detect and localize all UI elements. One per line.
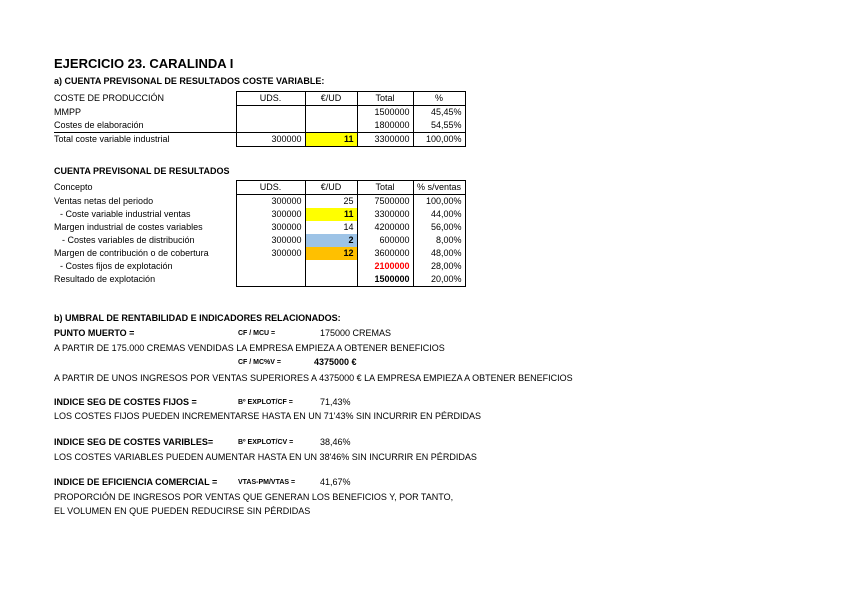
cell-uds xyxy=(236,106,305,120)
cell-eur-ud: 11 xyxy=(305,133,357,147)
cell-total: 2100000 xyxy=(357,260,413,273)
cell-pct: 100,00% xyxy=(413,195,465,209)
header-eur-ud: €/UD xyxy=(305,92,357,106)
cell-pct: 48,00% xyxy=(413,247,465,260)
pm-formula-units: CF / MCU = xyxy=(238,330,276,337)
table-row-total xyxy=(54,133,465,147)
cell-pct: 20,00% xyxy=(413,273,465,287)
table-row-result xyxy=(54,273,465,287)
cell-pct: 54,55% xyxy=(413,119,465,133)
cell-uds xyxy=(236,119,305,133)
cell-uds: 300000 xyxy=(236,208,305,221)
isf-value: 71,43% xyxy=(320,397,351,407)
row-label: Total coste variable industrial xyxy=(54,133,236,147)
cell-uds: 300000 xyxy=(236,221,305,234)
cell-eur-ud: 12 xyxy=(305,247,357,260)
section-b-heading: b) UMBRAL DE RENTABILIDAD E INDICADORES RELACIONADOS: xyxy=(54,313,341,323)
header-concept: Concepto xyxy=(54,182,93,192)
header-eur-ud: €/UD xyxy=(305,181,357,195)
cell-total: 7500000 xyxy=(357,195,413,209)
income-statement-table xyxy=(54,180,466,287)
table-row xyxy=(54,106,465,120)
table-row xyxy=(54,195,465,209)
iec-text-1: PROPORCIÓN DE INGRESOS POR VENTAS QUE GENERAN LOS BENEFICIOS Y, POR TANTO, xyxy=(54,492,454,502)
cell-total: 1500000 xyxy=(357,273,413,287)
cell-pct: 100,00% xyxy=(413,133,465,147)
cell-uds: 300000 xyxy=(236,234,305,247)
cell-eur-ud xyxy=(305,119,357,133)
page-title: EJERCICIO 23. CARALINDA I xyxy=(54,56,234,71)
pm-text-sales: A PARTIR DE UNOS INGRESOS POR VENTAS SUPERIORES A 4375000 € LA EMPRESA EMPIEZA A OBTENER BENEFICIOS xyxy=(54,373,573,383)
punto-muerto-label: PUNTO MUERTO = xyxy=(54,328,135,338)
iec-value: 41,67% xyxy=(320,477,351,487)
cell-total: 3300000 xyxy=(357,133,413,147)
pm-value-sales: 4375000 € xyxy=(314,357,357,367)
cell-pct: 44,00% xyxy=(413,208,465,221)
row-label: - Costes fijos de explotación xyxy=(60,261,173,271)
cell-total: 1800000 xyxy=(357,119,413,133)
cost-production-table xyxy=(54,91,466,147)
cell-pct: 56,00% xyxy=(413,221,465,234)
cell-eur-ud: 25 xyxy=(305,195,357,209)
table-row xyxy=(54,260,465,273)
row-label: Resultado de explotación xyxy=(54,274,156,285)
header-uds: UDS. xyxy=(236,181,305,195)
isv-value: 38,46% xyxy=(320,437,351,447)
section-a-heading: a) CUENTA PREVISONAL DE RESULTADOS COSTE VARIABLE: xyxy=(54,76,325,86)
cell-total: 3600000 xyxy=(357,247,413,260)
isf-text: LOS COSTES FIJOS PUEDEN INCREMENTARSE HASTA EN UN 71'43% SIN INCURRIR EN PÉRDIDAS xyxy=(54,411,481,421)
table-header-row xyxy=(54,181,465,195)
header-uds: UDS. xyxy=(236,92,305,106)
iec-text-2: EL VOLUMEN EN QUE PUEDEN REDUCIRSE SIN PÉRDIDAS xyxy=(54,506,311,516)
cell-uds: 300000 xyxy=(236,195,305,209)
header-total: Total xyxy=(357,92,413,106)
cell-total: 600000 xyxy=(357,234,413,247)
header-pct: % xyxy=(413,92,465,106)
row-label: Ventas netas del periodo xyxy=(54,195,154,206)
isv-label: INDICE SEG DE COSTES VARIBLES= xyxy=(54,437,214,447)
header-concept: COSTE DE PRODUCCIÓN xyxy=(54,93,165,103)
header-total: Total xyxy=(357,181,413,195)
cell-eur-ud: 11 xyxy=(305,208,357,221)
cell-pct: 8,00% xyxy=(413,234,465,247)
cell-eur-ud: 2 xyxy=(305,234,357,247)
cell-eur-ud: 14 xyxy=(305,221,357,234)
row-label: Margen de contribución o de cobertura xyxy=(54,248,209,258)
cuenta-heading: CUENTA PREVISONAL DE RESULTADOS xyxy=(54,166,230,176)
table-row xyxy=(54,221,465,234)
cell-uds: 300000 xyxy=(236,133,305,147)
pm-text-units: A PARTIR DE 175.000 CREMAS VENDIDAS LA EMPRESA EMPIEZA A OBTENER BENEFICIOS xyxy=(54,343,445,353)
pm-formula-sales: CF / MC%V = xyxy=(238,359,281,366)
cell-total: 3300000 xyxy=(357,208,413,221)
table-row xyxy=(54,247,465,260)
table-header-row xyxy=(54,92,465,106)
cell-pct: 45,45% xyxy=(413,106,465,120)
cell-total: 4200000 xyxy=(357,221,413,234)
isv-text: LOS COSTES VARIABLES PUEDEN AUMENTAR HASTA EN UN 38'46% SIN INCURRIR EN PÉRDIDAS xyxy=(54,452,477,462)
table-row xyxy=(54,208,465,221)
row-label: Costes de elaboración xyxy=(54,120,144,130)
iec-formula: VTAS-PM/VTAS = xyxy=(238,479,296,486)
row-label: - Coste variable industrial ventas xyxy=(60,209,191,219)
table-row xyxy=(54,119,465,133)
row-label: - Costes variables de distribución xyxy=(62,235,195,245)
row-label: Margen industrial de costes variables xyxy=(54,222,203,232)
iec-label: INDICE DE EFICIENCIA COMERCIAL = xyxy=(54,477,218,487)
cell-eur-ud xyxy=(305,260,357,273)
cell-uds xyxy=(236,273,305,287)
isf-formula: Bº EXPLOT/CF = xyxy=(238,399,293,406)
cell-uds xyxy=(236,260,305,273)
cell-eur-ud xyxy=(305,273,357,287)
cell-uds: 300000 xyxy=(236,247,305,260)
isv-formula: Bº EXPLOT/CV = xyxy=(238,439,294,446)
row-label: MMPP xyxy=(54,106,81,117)
cell-pct: 28,00% xyxy=(413,260,465,273)
cell-eur-ud xyxy=(305,106,357,120)
cell-total: 1500000 xyxy=(357,106,413,120)
isf-label: INDICE SEG DE COSTES FIJOS = xyxy=(54,397,197,407)
header-pct: % s/ventas xyxy=(413,181,465,195)
table-row xyxy=(54,234,465,247)
pm-value-units: 175000 CREMAS xyxy=(320,328,392,338)
